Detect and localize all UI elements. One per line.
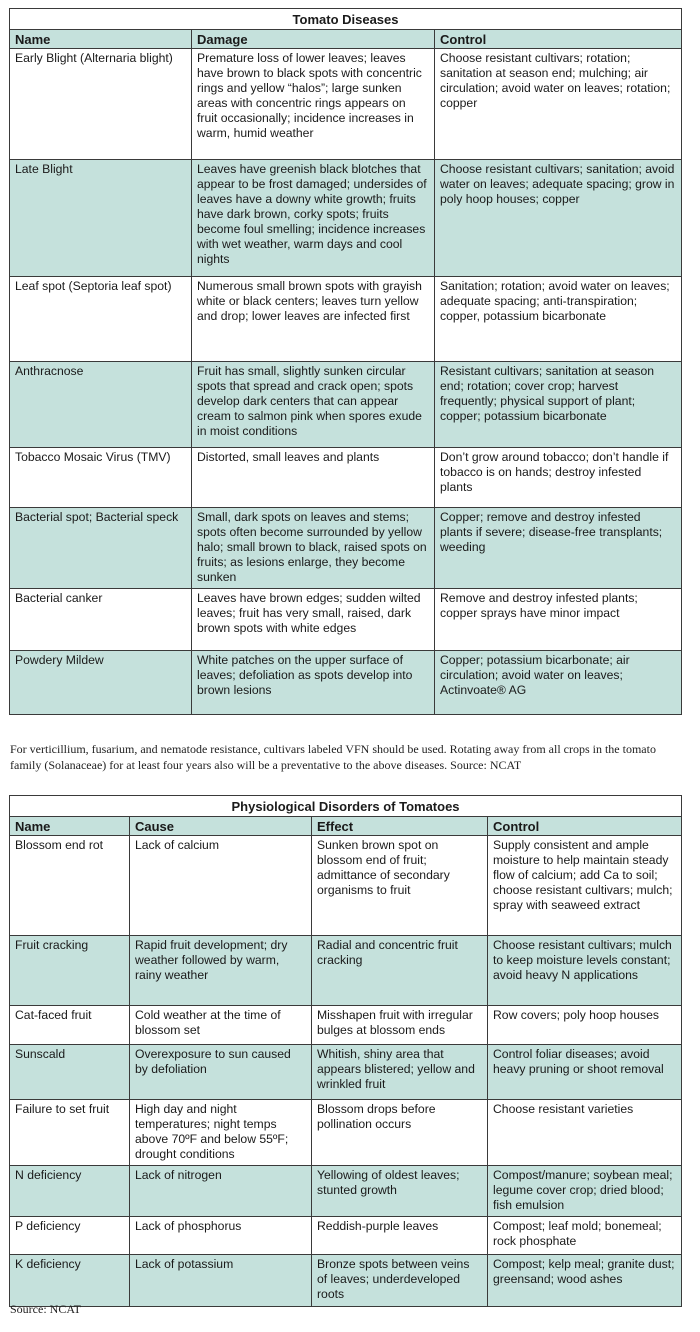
disorder-name: Failure to set fruit xyxy=(10,1100,130,1166)
column-header-name: Name xyxy=(10,817,130,836)
column-header-name: Name xyxy=(10,30,192,49)
disease-damage: Leaves have brown edges; sudden wilted leaves; fruit has very small, raised, dark brown spots with white edges xyxy=(192,589,435,651)
table-row xyxy=(10,936,682,1006)
table-row xyxy=(10,589,682,651)
table-row xyxy=(10,1045,682,1100)
disorder-effect: Sunken brown spot on blossom end of fruit; admittance of secondary organisms to fruit xyxy=(312,836,488,936)
disorder-control: Control foliar diseases; avoid heavy pruning or shoot removal xyxy=(488,1045,682,1100)
disease-footnote: For verticillium, fusarium, and nematode resistance, cultivars labeled VFN should be used. Rotating away from all crops in the tomato family (Solanaceae) for at least four years also will be a preventative to the above diseases. Source: NCAT xyxy=(10,742,656,772)
disorder-control: Row covers; poly hoop houses xyxy=(488,1006,682,1045)
disorder-control: Compost; kelp meal; granite dust; greensand; wood ashes xyxy=(488,1255,682,1307)
column-header-cause: Cause xyxy=(130,817,312,836)
disease-damage: Distorted, small leaves and plants xyxy=(192,448,435,508)
table-row xyxy=(10,508,682,589)
disorder-effect: Bronze spots between veins of leaves; underdeveloped roots xyxy=(312,1255,488,1307)
disorder-name: K deficiency xyxy=(10,1255,130,1307)
disease-control: Choose resistant cultivars; sanitation; avoid water on leaves; adequate spacing; grow in poly hoop houses; copper xyxy=(435,160,682,277)
disease-control: Resistant cultivars; sanitation at season end; rotation; cover crop; harvest frequently; physical support of plant; copper; potassium bicarbonate xyxy=(435,362,682,448)
disorder-effect: Whitish, shiny area that appears blistered; yellow and wrinkled fruit xyxy=(312,1045,488,1100)
source-note: Source: NCAT xyxy=(10,1302,81,1316)
table-row xyxy=(10,160,682,277)
disorder-cause: Lack of potassium xyxy=(130,1255,312,1307)
disease-control: Don’t grow around tobacco; don’t handle if tobacco is on hands; destroy infested plants xyxy=(435,448,682,508)
table-row xyxy=(10,836,682,936)
disease-name: Bacterial spot; Bacterial speck xyxy=(10,508,192,589)
table-row xyxy=(10,1255,682,1307)
disease-name: Bacterial canker xyxy=(10,589,192,651)
disorder-cause: High day and night temperatures; night temps above 70ºF and below 55ºF; drought conditions xyxy=(130,1100,312,1166)
disorder-effect: Misshapen fruit with irregular bulges at blossom ends xyxy=(312,1006,488,1045)
disease-control: Sanitation; rotation; avoid water on leaves; adequate spacing; anti-transpiration; copper, potassium bicarbonate xyxy=(435,277,682,362)
disorder-cause: Lack of nitrogen xyxy=(130,1166,312,1217)
table-row xyxy=(10,1006,682,1045)
disorder-name: Sunscald xyxy=(10,1045,130,1100)
disorder-cause: Lack of calcium xyxy=(130,836,312,936)
physiological-disorders-table xyxy=(9,795,682,1307)
disorder-name: Fruit cracking xyxy=(10,936,130,1006)
tomato-diseases-table xyxy=(9,8,682,715)
column-header-damage: Damage xyxy=(192,30,435,49)
disorder-cause: Cold weather at the time of blossom set xyxy=(130,1006,312,1045)
disorder-control: Choose resistant cultivars; mulch to keep moisture levels constant; avoid heavy N applications xyxy=(488,936,682,1006)
disease-control: Choose resistant cultivars; rotation; sanitation at season end; mulching; air circulation; avoid water on leaves; rotation; copper xyxy=(435,49,682,160)
disease-damage: White patches on the upper surface of leaves; defoliation as spots develop into brown lesions xyxy=(192,651,435,715)
disorder-cause: Lack of phosphorus xyxy=(130,1217,312,1255)
disease-name: Early Blight (Alternaria blight) xyxy=(10,49,192,160)
table-row xyxy=(10,362,682,448)
disease-name: Tobacco Mosaic Virus (TMV) xyxy=(10,448,192,508)
physiological-disorders-title: Physiological Disorders of Tomatoes xyxy=(10,796,682,817)
disorder-cause: Overexposure to sun caused by defoliation xyxy=(130,1045,312,1100)
disease-name: Anthracnose xyxy=(10,362,192,448)
disorder-control: Supply consistent and ample moisture to help maintain steady flow of calcium; add Ca to soil; choose resistant cultivars; mulch; spray with seaweed extract xyxy=(488,836,682,936)
disease-damage: Small, dark spots on leaves and stems; spots often become surrounded by yellow halo; small brown to black, raised spots on fruits; as lesions enlarge, they become sunken xyxy=(192,508,435,589)
column-header-control: Control xyxy=(488,817,682,836)
disease-damage: Leaves have greenish black blotches that appear to be frost damaged; undersides of leaves have a downy white growth; fruits have dark brown, corky spots; fruits become foul smelling; incidence increases with wet weather, warm days and cool nights xyxy=(192,160,435,277)
disorder-name: P deficiency xyxy=(10,1217,130,1255)
disorder-name: N deficiency xyxy=(10,1166,130,1217)
disease-name: Powdery Mildew xyxy=(10,651,192,715)
disease-damage: Premature loss of lower leaves; leaves have brown to black spots with concentric rings and yellow “halos”; large sunken areas with concentric rings appears on fruit occasionally; incidence increases in warm, humid weather xyxy=(192,49,435,160)
column-header-control: Control xyxy=(435,30,682,49)
disorder-effect: Radial and concentric fruit cracking xyxy=(312,936,488,1006)
disorder-effect: Blossom drops before pollination occurs xyxy=(312,1100,488,1166)
disorder-name: Cat-faced fruit xyxy=(10,1006,130,1045)
disorder-effect: Yellowing of oldest leaves; stunted growth xyxy=(312,1166,488,1217)
disease-damage: Numerous small brown spots with grayish white or black centers; leaves turn yellow and drop; lower leaves are infected first xyxy=(192,277,435,362)
table-row xyxy=(10,1100,682,1166)
column-header-effect: Effect xyxy=(312,817,488,836)
disease-name: Late Blight xyxy=(10,160,192,277)
table-row xyxy=(10,277,682,362)
disorder-control: Compost/manure; soybean meal; legume cover crop; dried blood; fish emulsion xyxy=(488,1166,682,1217)
disorder-name: Blossom end rot xyxy=(10,836,130,936)
disease-name: Leaf spot (Septoria leaf spot) xyxy=(10,277,192,362)
table-row xyxy=(10,651,682,715)
table-row xyxy=(10,1217,682,1255)
disorder-control: Choose resistant varieties xyxy=(488,1100,682,1166)
table-row xyxy=(10,49,682,160)
disorder-cause: Rapid fruit development; dry weather followed by warm, rainy weather xyxy=(130,936,312,1006)
disease-control: Copper; remove and destroy infested plants if severe; disease-free transplants; weeding xyxy=(435,508,682,589)
disease-control: Copper; potassium bicarbonate; air circulation; avoid water on leaves; Actinvoate® AG xyxy=(435,651,682,715)
disease-damage: Fruit has small, slightly sunken circular spots that spread and crack open; spots develop dark centers that can appear cream to salmon pink when spores exude in moist conditions xyxy=(192,362,435,448)
disease-control: Remove and destroy infested plants; copper sprays have minor impact xyxy=(435,589,682,651)
tomato-diseases-title: Tomato Diseases xyxy=(10,9,682,30)
disorder-control: Compost; leaf mold; bonemeal; rock phosphate xyxy=(488,1217,682,1255)
table-row xyxy=(10,448,682,508)
table-row xyxy=(10,1166,682,1217)
disorder-effect: Reddish-purple leaves xyxy=(312,1217,488,1255)
